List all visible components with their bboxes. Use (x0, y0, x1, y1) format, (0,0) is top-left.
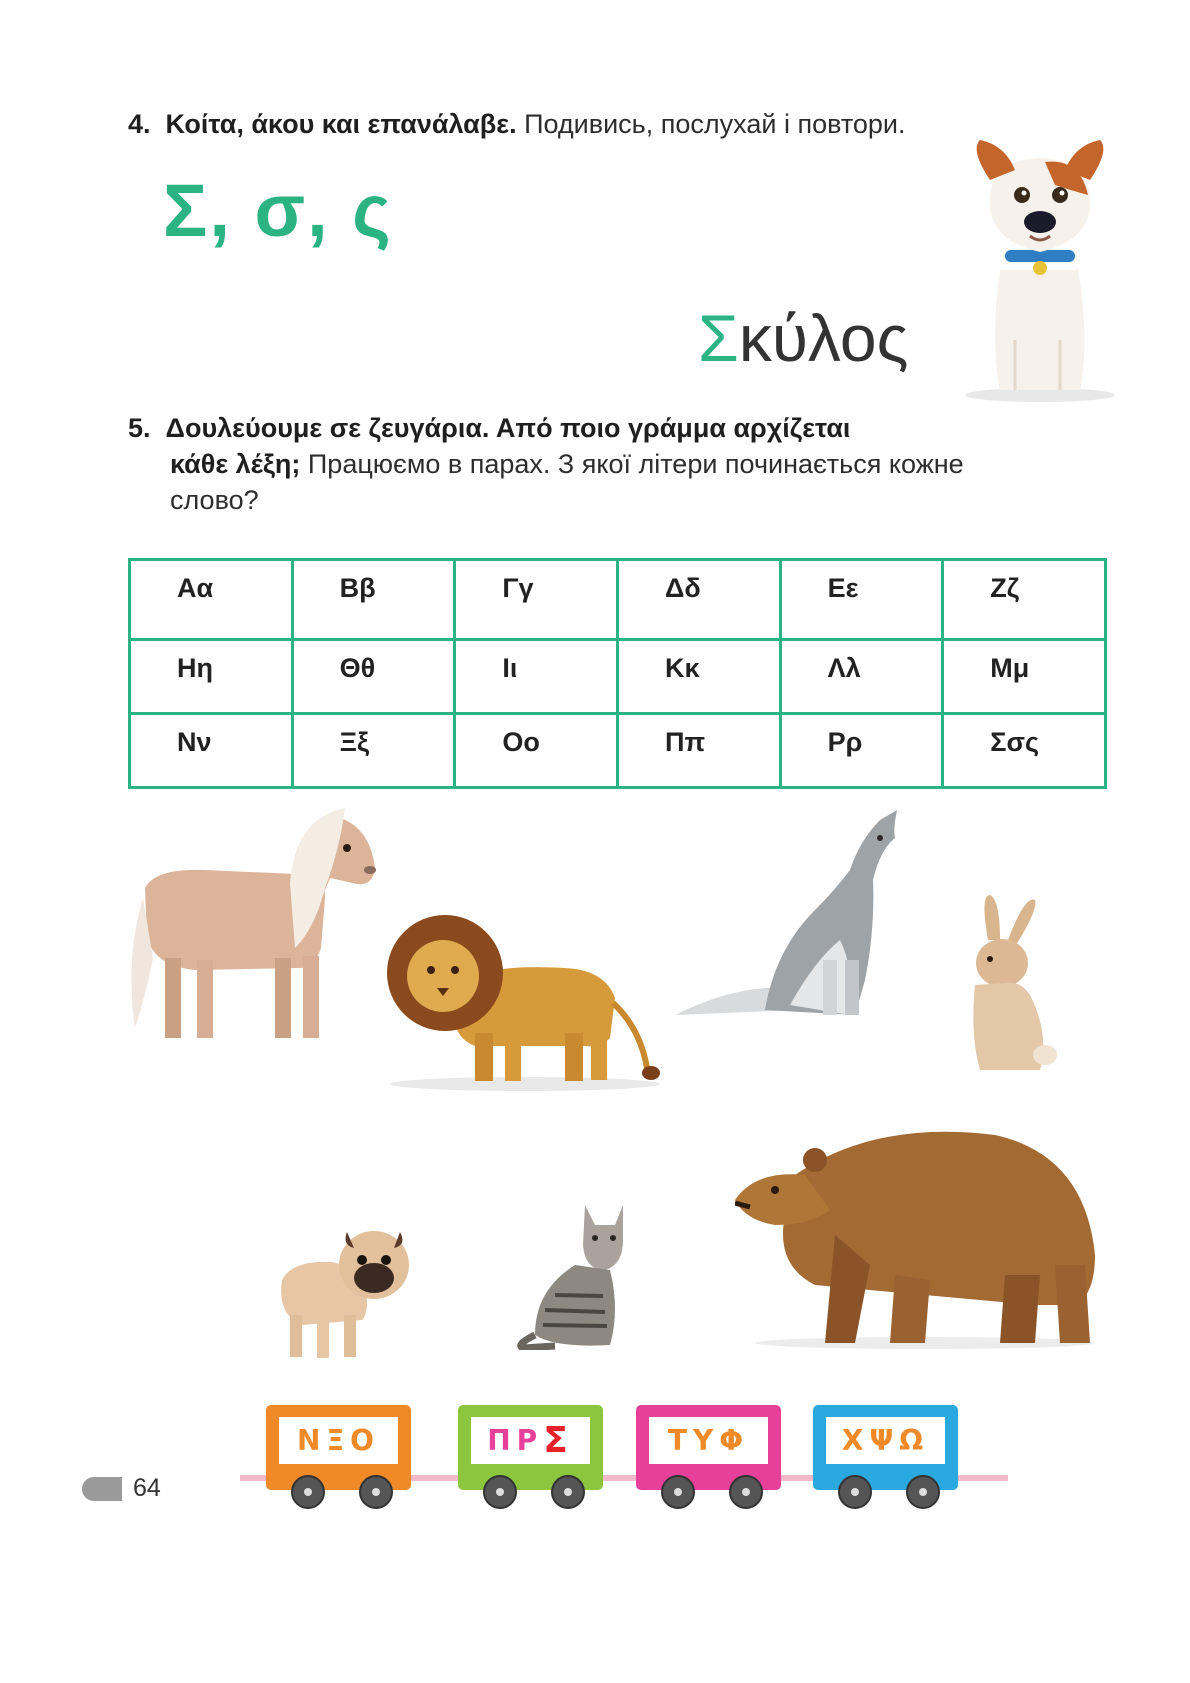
wagon-window (471, 1417, 590, 1464)
table-cell: Ξξ (292, 714, 455, 788)
table-cell: Μμ (943, 640, 1106, 714)
wagon-label: ΤΥΦ (667, 1424, 750, 1457)
example-word-first-letter: Σ (698, 301, 739, 375)
table-cell: Σσς (943, 714, 1106, 788)
table-cell: Αα (130, 560, 293, 640)
example-word (698, 300, 908, 376)
table-cell: Εε (780, 560, 943, 640)
table-cell: Ββ (292, 560, 455, 640)
table-cell: Ρρ (780, 714, 943, 788)
dog-character-illustration (960, 140, 1120, 402)
featured-letters: Σ, σ, ς (163, 169, 393, 252)
wagon-label: ΧΨΩ (841, 1424, 930, 1457)
table-cell: Ιι (455, 640, 618, 714)
task-5-number: 5. (128, 413, 151, 443)
rabbit-illustration (950, 895, 1065, 1080)
table-cell: Ζζ (943, 560, 1106, 640)
wagon-highlight-letter: Σ (543, 1420, 574, 1461)
greek-alphabet-table (128, 558, 1107, 789)
example-word-rest: κύλος (738, 301, 909, 375)
pug-illustration (262, 1220, 422, 1365)
table-cell: Δδ (617, 560, 780, 640)
task-5-greek-line-1: Δουλεύουμε σε ζευγάρια. Από ποιο γράμμα αρχίζεται (165, 413, 851, 443)
task-5-ukrainian-line-2: Працюємо в парах. З якої літери починається кожне (307, 449, 964, 479)
bear-illustration (735, 1115, 1105, 1350)
table-row (130, 714, 1106, 788)
task-4-greek-text: Κοίτα, άκου και επανάλαβε. (165, 109, 517, 139)
task-4-ukrainian-text: Подивись, послухай і повтори. (524, 109, 906, 139)
table-cell: Οο (455, 714, 618, 788)
wagon-window (826, 1417, 945, 1464)
task-4-number: 4. (128, 109, 151, 139)
table-cell: Θθ (292, 640, 455, 714)
task-5-ukrainian-line-3: слово? (170, 485, 259, 515)
wolf-illustration (675, 810, 915, 1030)
table-cell: Νν (130, 714, 293, 788)
table-cell: Ηη (130, 640, 293, 714)
task-5-greek-line-2: κάθε λέξη; (170, 449, 301, 479)
train-wheels (266, 1470, 966, 1510)
wagon-label: ΝΞΟ (297, 1424, 380, 1457)
pony-illustration (125, 808, 385, 1048)
lion-illustration (385, 908, 670, 1093)
table-cell: Γγ (455, 560, 618, 640)
table-cell: Ππ (617, 714, 780, 788)
wagon-window (649, 1417, 768, 1464)
table-cell: Λλ (780, 640, 943, 714)
table-row (130, 640, 1106, 714)
wagon-label: ΠΡ (487, 1424, 544, 1457)
cat-illustration (515, 1200, 630, 1350)
page-number-tab (82, 1477, 122, 1501)
task-4-instruction (128, 106, 906, 142)
page-number: 64 (133, 1474, 161, 1502)
wagon-window (279, 1417, 398, 1464)
task-5-instruction (128, 410, 1108, 518)
table-row (130, 560, 1106, 640)
table-cell: Κκ (617, 640, 780, 714)
